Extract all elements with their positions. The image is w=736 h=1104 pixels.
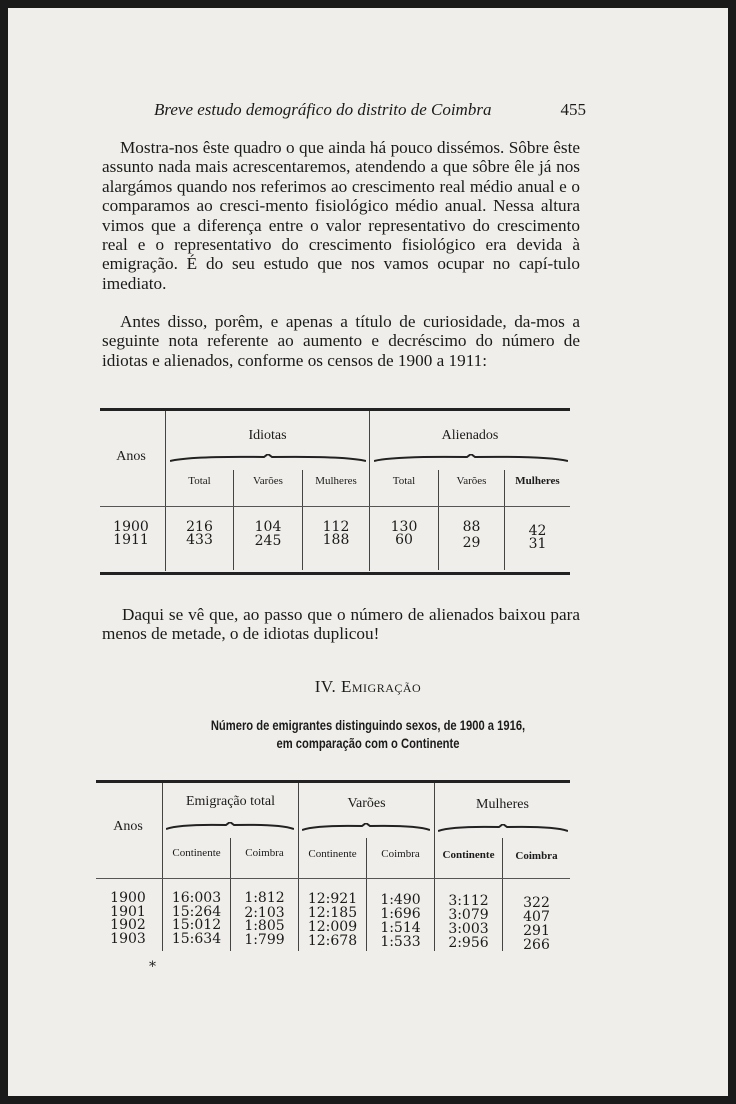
table-cell: 15:264 [171, 904, 222, 920]
table-cell: 407 [523, 909, 550, 925]
table1-brace-idiotas [170, 454, 366, 464]
table-cell: 1:696 [380, 906, 421, 922]
table-cell: 31 [528, 536, 547, 552]
table-cell: 1:799 [244, 932, 285, 948]
table-cell: 1:490 [380, 892, 421, 908]
paragraph-2: Antes disso, porêm, e apenas a título de curiosidade, da-mos a seguinte nota referente ao aumento e decréscimo do número de idiotas e alienados, conforme os censos de 1900 a 1911: [102, 312, 580, 370]
table2-top-rule [96, 780, 570, 783]
table2-sub-continente: Continente [172, 847, 221, 859]
table1-top-rule [100, 408, 570, 411]
table-cell: 245 [254, 533, 282, 549]
table2-group-mulheres: Mulheres [476, 797, 529, 812]
page-number: 455 [560, 100, 586, 119]
table-row-year: 1911 [113, 532, 149, 548]
paragraph-3: Daqui se vê que, ao passo que o número de alienados baixou para menos de metade, o de idiotas duplicou! [102, 605, 580, 644]
table-cell: 112 [322, 519, 350, 535]
table-cell: 42 [528, 523, 547, 539]
paragraph-1: Mostra-nos êste quadro o que ainda há pouco dissémos. Sôbre êste assunto nada mais acrescentaremos, atendendo a que sôbre êle já nos alargámos quando nos referimos ao crescimento real médio anual e o comparamos ao cresci-mento fisiológico médio anual. Nessa altura vimos que a diferença entre o valor representativo do crescimento real e o representativo do crescimento fisiológico era devida à emigração. É do seu estudo que nos vamos ocupar no capí-tulo imediato. [102, 138, 580, 293]
table2-sub-coimbra: Coimbra [245, 847, 284, 859]
running-header [154, 100, 586, 120]
table-cell: 266 [523, 937, 550, 953]
table2-brace-emigracao [166, 822, 294, 832]
table2-sub-continente: Continente [308, 848, 357, 860]
table-cell: 12:678 [307, 933, 358, 949]
section-title: Emigração [341, 677, 422, 696]
table-cell: 3:079 [448, 907, 489, 923]
table-cell: 322 [523, 895, 550, 911]
table-cell: 188 [322, 532, 350, 548]
table1-group-idiotas: Idiotas [248, 428, 287, 443]
table-cell: 2:956 [448, 935, 489, 951]
table-cell: 2:103 [244, 905, 285, 921]
table-cell: 29 [462, 535, 481, 551]
section-heading [8, 677, 728, 697]
table2-sub-continente: Continente [442, 849, 495, 861]
table2-header-rule [96, 878, 570, 879]
table-cell: 1:805 [244, 918, 285, 934]
table-row-year: 1901 [110, 904, 146, 920]
table-cell: 216 [186, 519, 213, 535]
table-cell: 3:112 [448, 893, 489, 909]
table1-sub-total: Total [392, 475, 416, 487]
table1-sub-varoes: Varões [456, 475, 487, 487]
table-cell: 15:012 [171, 917, 222, 933]
table2-group-emigracao: Emigração total [185, 794, 276, 809]
table2-caption-line1: Número de emigrantes distinguindo sexos, de 1900 a 1916, [210, 717, 526, 733]
table2-caption-line2: em comparação com o Continente [276, 735, 460, 751]
table1-brace-alienados [374, 454, 568, 464]
table2-brace-mulheres [438, 824, 568, 834]
table-cell: 3:003 [448, 921, 489, 937]
table2-sub-coimbra: Coimbra [381, 848, 420, 860]
table-cell: 88 [462, 519, 481, 535]
table2-group-varoes: Varões [347, 796, 386, 811]
table2-sub-coimbra: Coimbra [515, 850, 558, 862]
table-row-year: 1900 [113, 519, 149, 535]
table1-group-alienados: Alienados [441, 428, 499, 443]
table-cell: 60 [395, 532, 413, 548]
table2-anos-header: Anos [113, 819, 143, 834]
table-cell: 12:009 [307, 919, 358, 935]
asterisk-mark: * [149, 959, 156, 975]
table-cell: 12:185 [307, 905, 358, 921]
table-cell: 1:812 [244, 890, 285, 906]
section-numeral: IV. [314, 677, 337, 696]
table-cell: 12:921 [307, 891, 358, 907]
table1-sub-varoes: Varões [253, 475, 283, 487]
book-page [8, 8, 728, 1096]
table-cell: 104 [254, 519, 282, 535]
table1-bottom-rule [100, 572, 570, 575]
table1-sub-mulheres: Mulheres [515, 475, 560, 487]
table-cell: 433 [186, 532, 213, 548]
table-cell: 16:003 [171, 890, 222, 906]
table1-anos-header: Anos [116, 449, 146, 464]
table1-header-rule [100, 506, 570, 507]
table1-sub-total: Total [188, 475, 211, 487]
table-cell: 291 [523, 923, 550, 939]
running-title: Breve estudo demográfico do distrito de Coimbra [154, 100, 492, 119]
table1-sub-mulheres: Mulheres [315, 475, 357, 487]
table-row-year: 1900 [110, 890, 146, 906]
table-row-year: 1902 [110, 917, 146, 933]
table-cell: 130 [390, 519, 418, 535]
table2-brace-varoes [302, 823, 430, 833]
table-row-year: 1903 [110, 931, 146, 947]
table-cell: 1:514 [380, 920, 421, 936]
table-cell: 1:533 [380, 934, 421, 950]
table-cell: 15:634 [171, 931, 222, 947]
